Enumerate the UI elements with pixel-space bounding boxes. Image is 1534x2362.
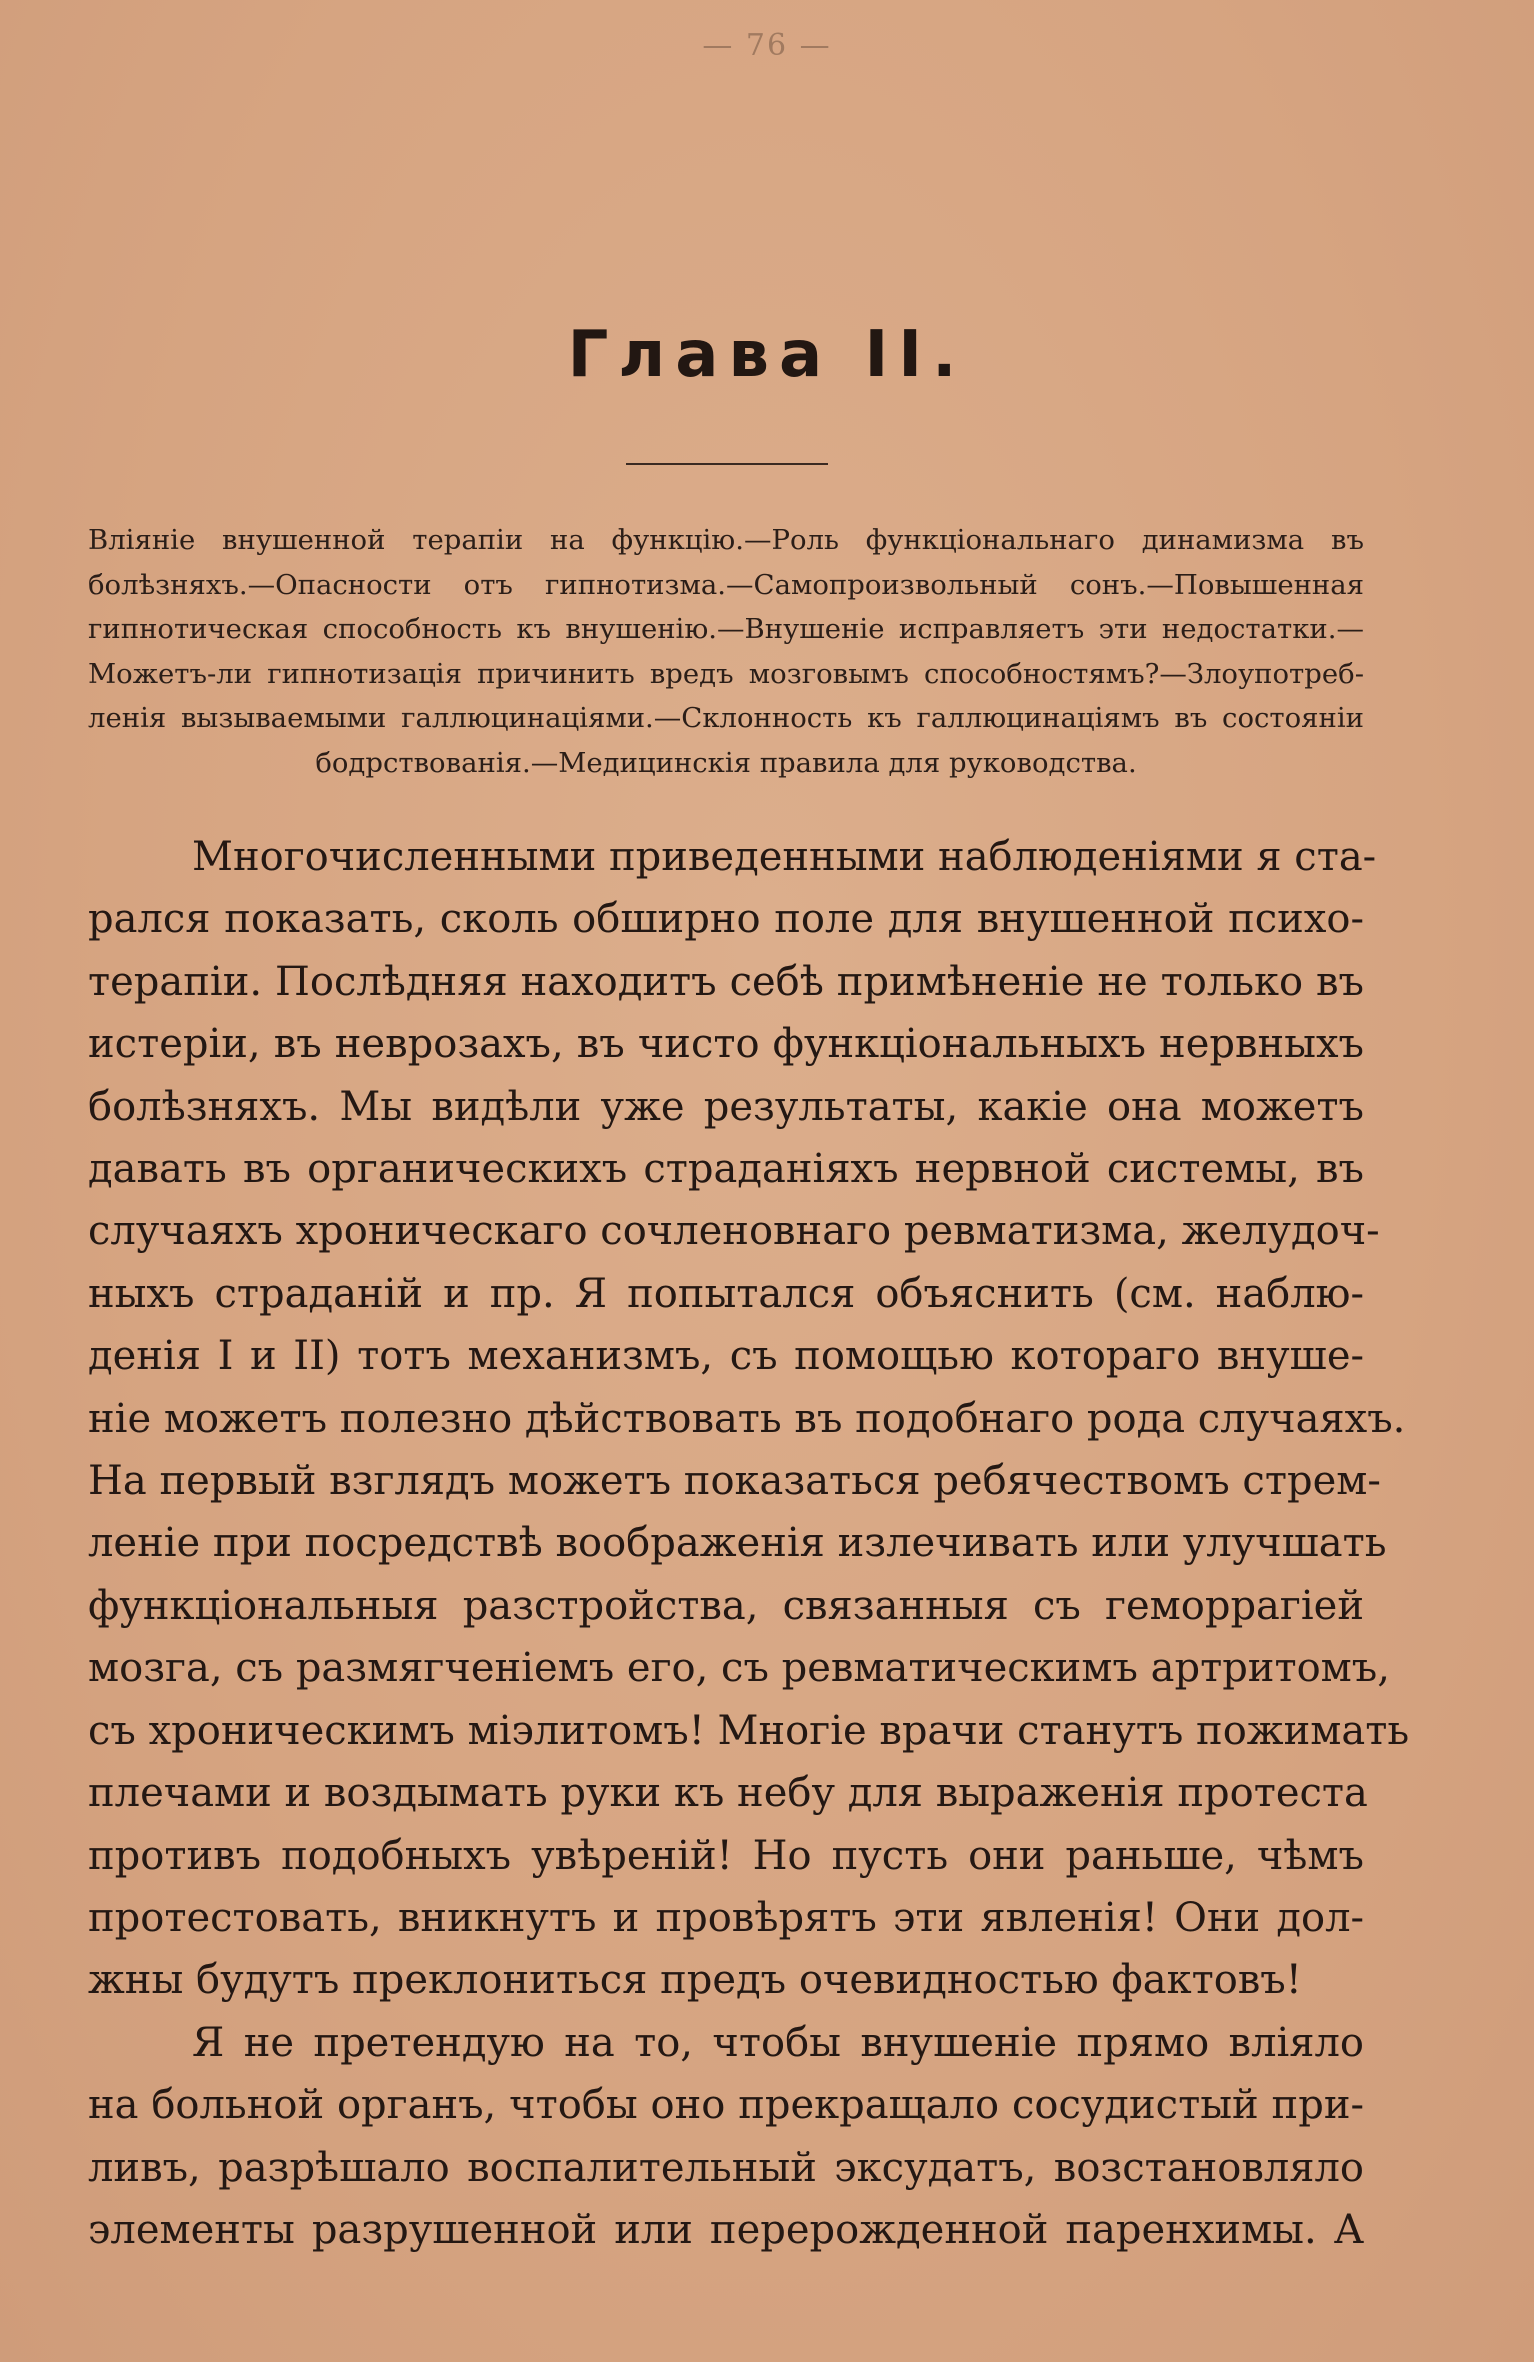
body-line: случаяхъ хроническаго сочленовнаго ревматизма, желудоч- (88, 1208, 1380, 1255)
summary-line: ленія вызываемыми галлюцинаціями.—Склонность къ галлюцинаціямъ въ состояніи (88, 702, 1364, 734)
title-divider (626, 463, 828, 465)
body-line: леніе при посредствѣ воображенія излечивать или улучшать (88, 1520, 1387, 1567)
body-line: На первый взглядъ можетъ показаться ребячествомъ стрем- (88, 1458, 1381, 1505)
summary-line: Можетъ-ли гипнотизація причинить вредъ мозговымъ способностямъ?—Злоупотреб- (88, 657, 1364, 690)
summary-line: болѣзняхъ.—Опасности отъ гипнотизма.—Самопроизвольный сонъ.—Повышенная (88, 568, 1364, 601)
summary-line: Вліяніе внушенной терапіи на функцію.—Роль функціональнаго динамизма въ (88, 524, 1364, 556)
body-line: давать въ органическихъ страданіяхъ нервной системы, въ (88, 1146, 1364, 1193)
chapter-title: Глава II. (567, 318, 967, 392)
body-line: протестовать, вникнутъ и провѣрятъ эти явленія! Они дол- (88, 1894, 1364, 1941)
page-number: — 76 — (702, 28, 832, 63)
body-line: функціональныя разстройства, связанныя съ геморрагіей (88, 1582, 1364, 1629)
body-line: истеріи, въ неврозахъ, въ чисто функціональныхъ нервныхъ (88, 1021, 1364, 1068)
body-line: рался показать, сколь обширно поле для внушенной психо- (88, 896, 1364, 943)
body-line: жны будутъ преклониться предъ очевидностью фактовъ! (88, 1957, 1302, 2004)
chapter-summary (88, 518, 1364, 785)
body-line: элементы разрушенной или перерожденной паренхимы. А (88, 2206, 1364, 2253)
body-line: мозга, съ размягченіемъ его, съ ревматическимъ артритомъ, (88, 1645, 1390, 1692)
body-line: ныхъ страданій и пр. Я попытался объяснить (см. наблю- (88, 1270, 1364, 1317)
body-line: денія I и II) тотъ механизмъ, съ помощью котораго внуше- (88, 1333, 1364, 1380)
body-line: съ хроническимъ міэлитомъ! Многіе врачи станутъ пожимать (88, 1707, 1410, 1754)
summary-line: бодрствованія.—Медицинскія правила для руководства. (315, 746, 1137, 779)
body-line: ніе можетъ полезно дѣйствовать въ подобнаго рода случаяхъ. (88, 1395, 1406, 1442)
summary-line: гипнотическая способность къ внушенію.—Внушеніе исправляетъ эти недостатки.— (88, 613, 1364, 645)
body-text (88, 826, 1410, 2261)
body-line: противъ подобныхъ увѣреній! Но пусть они раньше, чѣмъ (88, 1832, 1364, 1879)
body-line: Я не претендую на то, чтобы внушеніе прямо вліяло (192, 2019, 1364, 2066)
body-line: Многочисленными приведенными наблюденіями я ста- (192, 834, 1377, 880)
body-line: ливъ, разрѣшало воспалительный эксудатъ, возстановляло (88, 2144, 1364, 2191)
body-line: на больной органъ, чтобы оно прекращало сосудистый при- (88, 2082, 1364, 2129)
body-line: терапіи. Послѣдняя находитъ себѣ примѣненіе не только въ (88, 958, 1364, 1005)
body-line: плечами и воздымать руки къ небу для выраженія протеста (88, 1770, 1368, 1817)
body-line: болѣзняхъ. Мы видѣли уже результаты, какіе она можетъ (88, 1083, 1364, 1130)
